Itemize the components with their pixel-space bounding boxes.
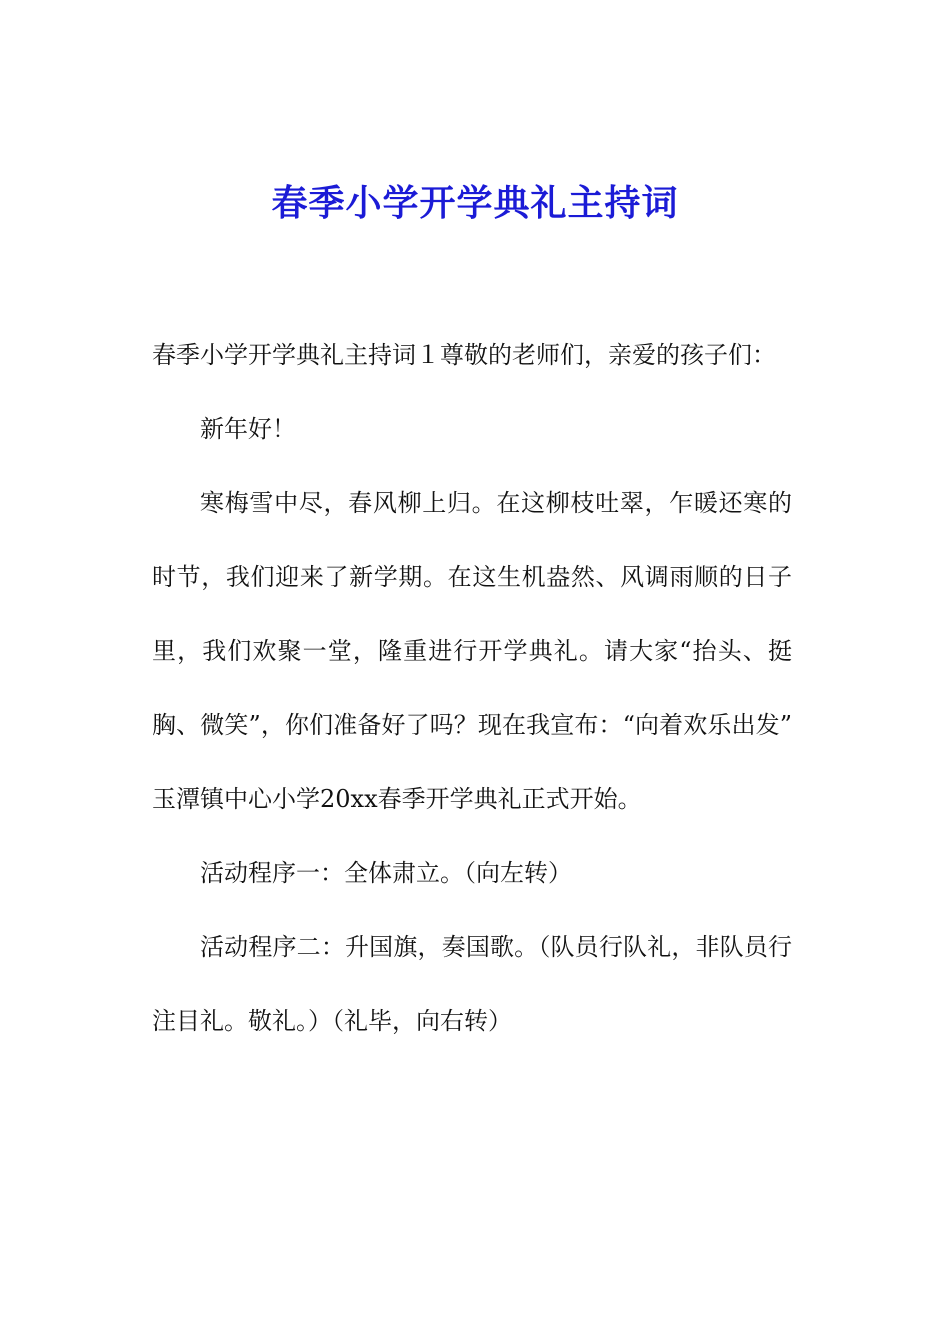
paragraph-opening: 寒梅雪中尽，春风柳上归。在这柳枝吐翠，乍暖还寒的时节，我们迎来了新学期。在这生机盎然、风调雨顺的日子里，我们欢聚一堂，隆重进行开学典礼。请大家“抬头、挺胸、微笑”，你们准备好了吗？现在我宣布：“向着欢乐出发” 玉潭镇中心小学20xx春季开学典礼正式开始。: [152, 489, 792, 813]
paragraph-new-year: 新年好！: [200, 415, 296, 443]
document-body: [152, 318, 792, 1058]
paragraph-greeting: 春季小学开学典礼主持词１尊敬的老师们，亲爱的孩子们：: [152, 341, 776, 369]
paragraph-program-two: 活动程序二：升国旗，奏国歌。（队员行队礼，非队员行注目礼。敬礼。）（礼毕，向右转）: [152, 933, 792, 1035]
paragraph-program-one: 活动程序一：全体肃立。（向左转）: [200, 859, 572, 887]
document-title: 春季小学开学典礼主持词: [271, 182, 679, 224]
